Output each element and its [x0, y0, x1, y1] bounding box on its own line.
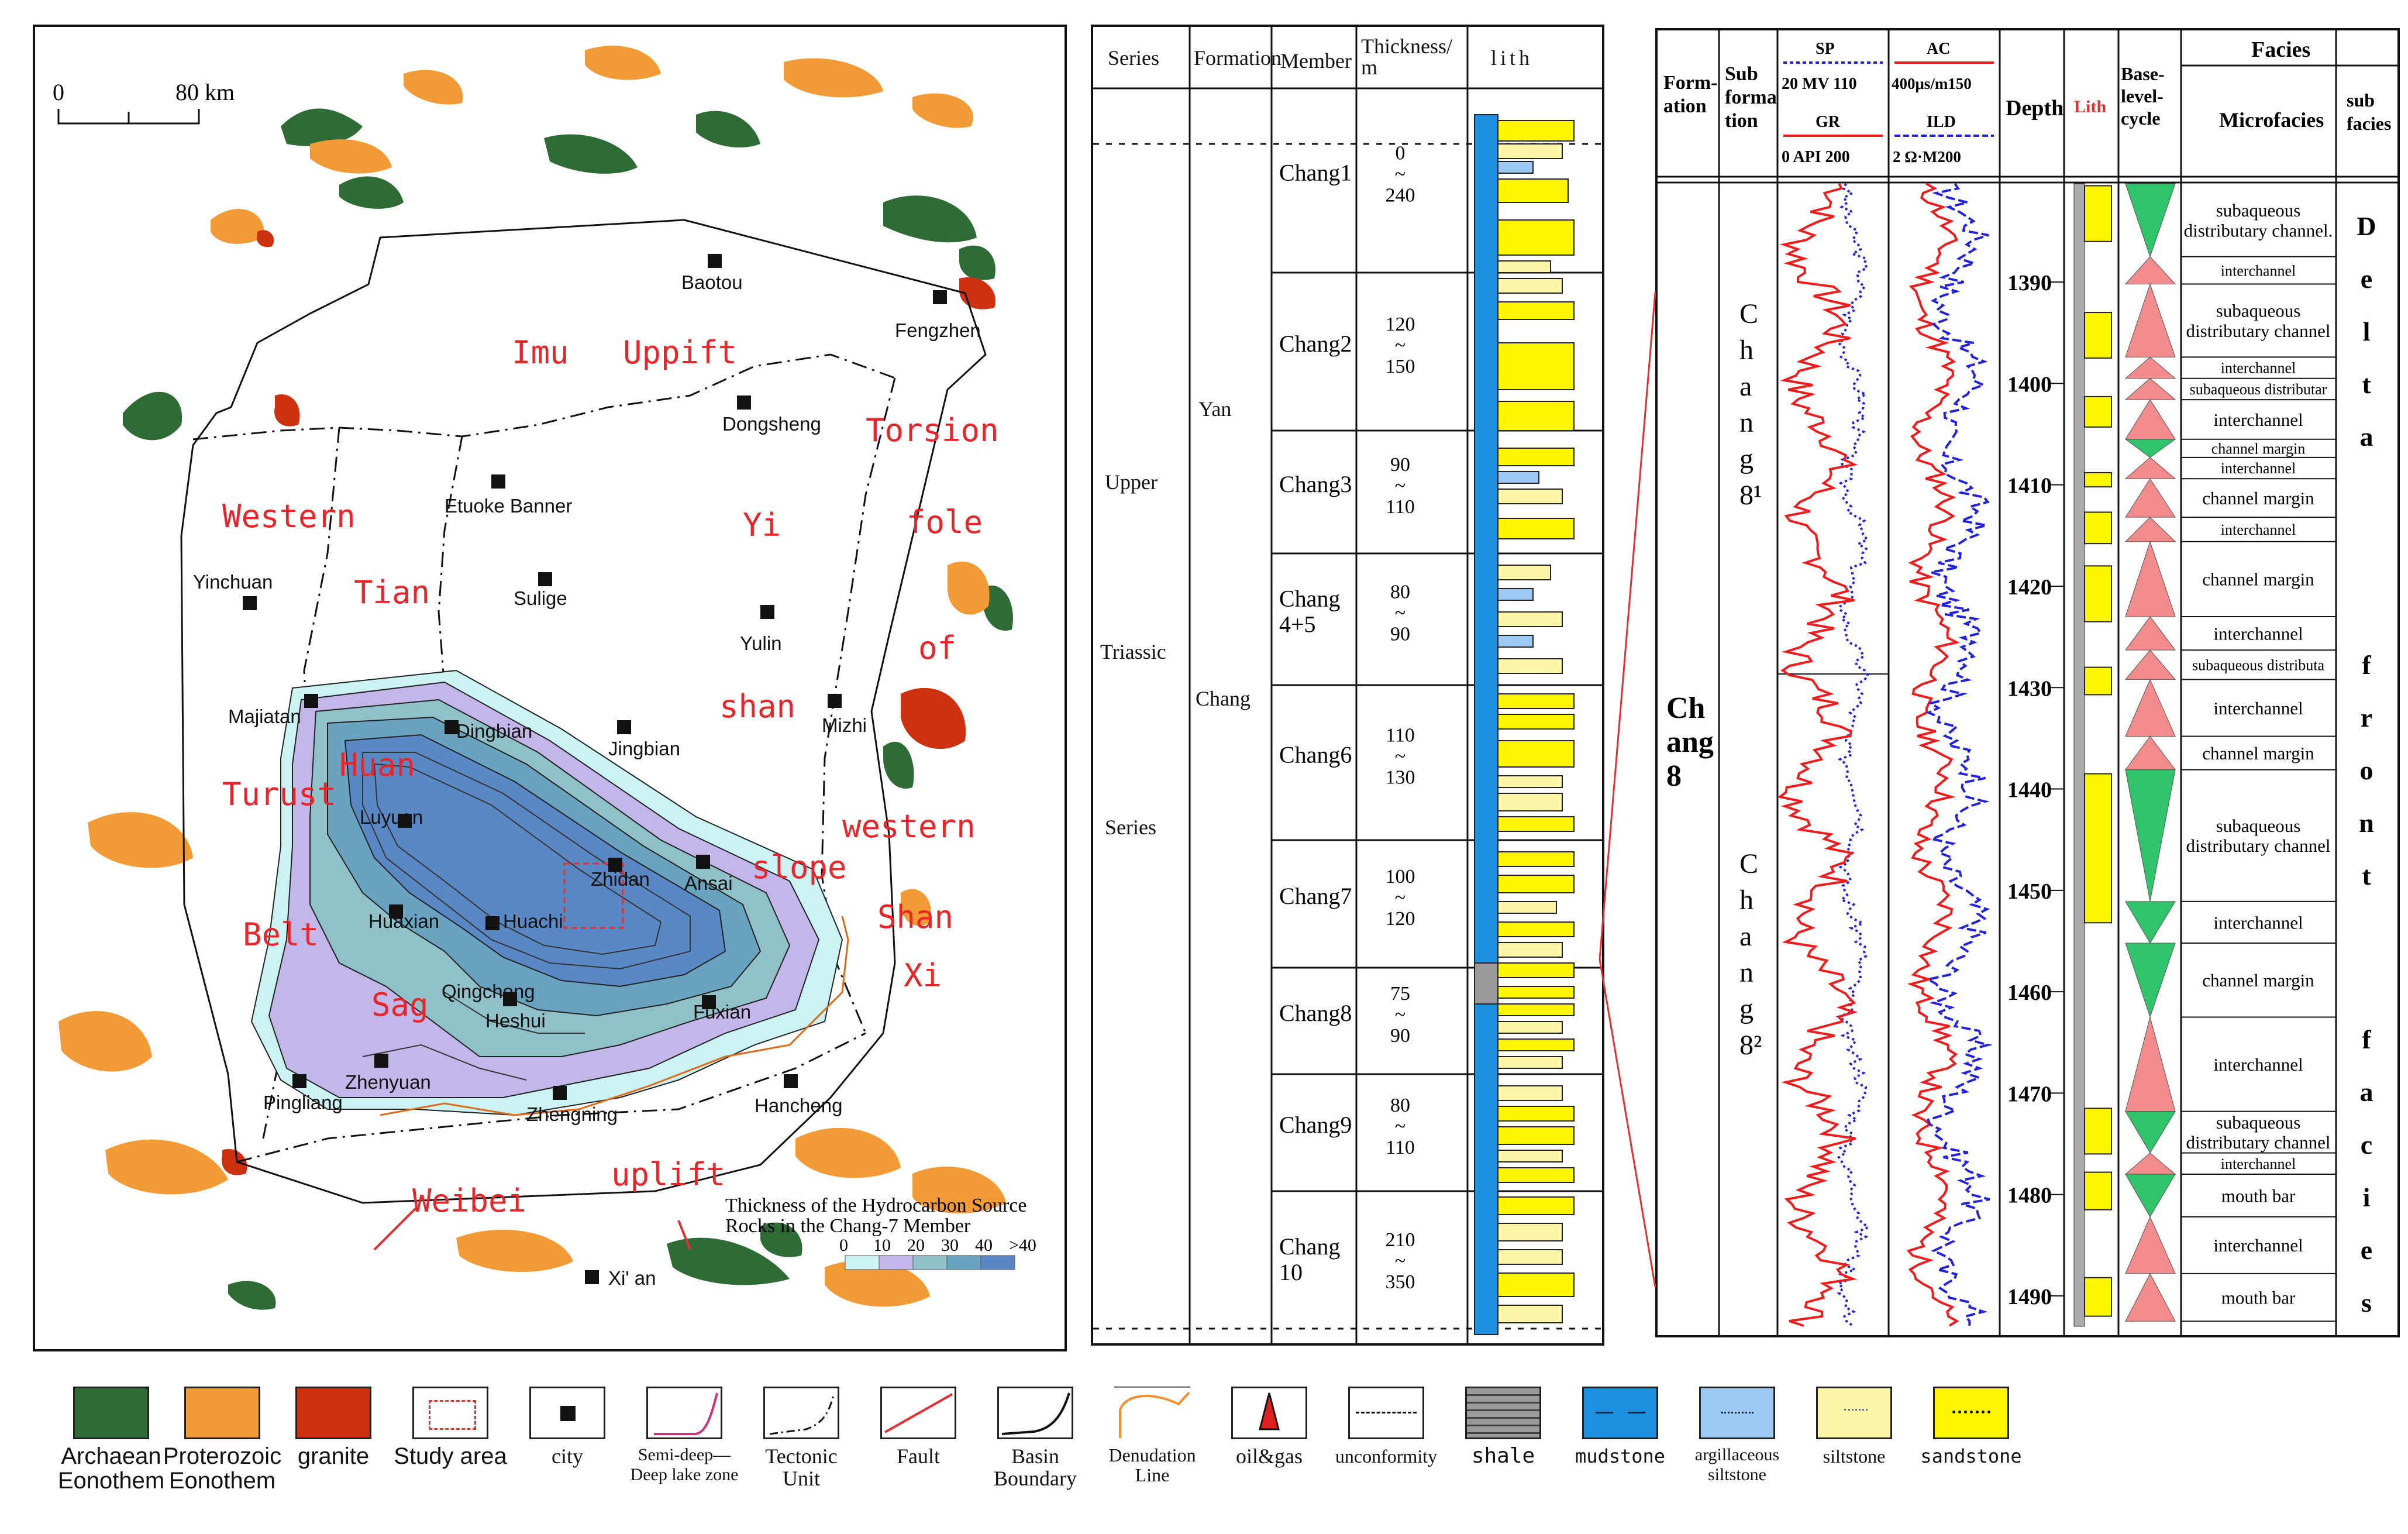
region-label-uplift: uplift [611, 1156, 726, 1193]
legend [47, 1387, 2328, 1527]
city-label-yulin: Yulin [740, 632, 782, 654]
member-name: Chang8 [1279, 1000, 1352, 1026]
legend-lake-zone [620, 1387, 749, 1485]
subfacies-letter: o [2359, 755, 2373, 785]
strat-header-thickness: Thickness/ m [1361, 35, 1452, 79]
series-word-series: Series [1105, 816, 1156, 839]
region-label-turust: Turust [222, 776, 337, 813]
member-name: Chang 10 [1279, 1233, 1341, 1285]
legend-denudation [1088, 1387, 1217, 1485]
legend-label-granite: granite [297, 1443, 370, 1469]
member-thickness: 210 ~ 350 [1385, 1229, 1415, 1293]
scale-zero-label: 0 [53, 79, 64, 105]
depth-tick-label: 1480 [2007, 1183, 2052, 1208]
subfacies-letter: r [2360, 703, 2373, 732]
city-swatch [529, 1387, 605, 1439]
legend-shale [1439, 1387, 1568, 1467]
legend-label-study-area: Study area [394, 1443, 507, 1469]
legend-study-area [386, 1387, 515, 1468]
series-word-upper: Upper [1105, 470, 1158, 494]
log-header-microfacies: Microfacies [2219, 108, 2324, 132]
depth-tick-label: 1420 [2007, 575, 2052, 600]
subfacies-letter: c [2360, 1130, 2373, 1160]
log-subformation-upper: C h a n g 8¹ [1739, 298, 1762, 511]
member-thickness: 120 ~ 150 [1385, 314, 1415, 377]
microfacies-label: interchannel [2220, 262, 2296, 280]
subfacies-letter: e [2360, 1235, 2373, 1265]
log-header-facies: Facies [2251, 37, 2311, 62]
microfacies-label: interchannel [2213, 1235, 2303, 1256]
log-header-formation: Form-ation [1663, 72, 1718, 117]
depth-tick-label: 1460 [2007, 981, 2052, 1006]
depth-tick-label: 1410 [2007, 473, 2052, 498]
microfacies-label: interchannel [2220, 359, 2296, 377]
legend-city [503, 1387, 632, 1467]
microfacies-label: interchannel [2213, 623, 2303, 644]
legend-unconformity [1322, 1387, 1451, 1467]
microfacies-label: channel margin [2202, 742, 2314, 763]
denudation-line-icon [1114, 1387, 1190, 1439]
legend-basin-boundary [971, 1387, 1100, 1490]
microfacies-label: subaqueous distributary channel [2186, 300, 2331, 341]
microfacies-label: channel margin [2202, 970, 2314, 991]
study-area-swatch [412, 1387, 488, 1439]
mudstone-swatch [1582, 1387, 1658, 1439]
depth-tick-label: 1400 [2007, 372, 2052, 397]
basin-boundary-icon [999, 1388, 1072, 1437]
legend-label-siltstone: siltstone [1823, 1446, 1886, 1467]
region-label-shan-cap: Shan [877, 899, 954, 935]
legend-label-fault: Fault [896, 1444, 940, 1468]
thickness-legend-title-1: Thickness of the Hydrocarbon Source [725, 1195, 1027, 1216]
microfacies-label: interchannel [2220, 1155, 2296, 1172]
archaean-swatch [73, 1387, 149, 1439]
legend-label-denudation: Denudation Line [1108, 1444, 1196, 1485]
log-header-sp-scale: 20 MV 110 [1782, 75, 1857, 93]
city-label-etuoke: Etuoke Banner [445, 495, 573, 517]
member-thickness: 80 ~ 90 [1390, 581, 1410, 645]
member-name: Chang9 [1279, 1112, 1352, 1138]
log-header-ild: ILD [1927, 113, 1956, 131]
log-header-subfacies: sub facies [2347, 90, 2392, 134]
region-label-belt: Belt [243, 916, 319, 953]
microfacies-label: subaqueous distributary channel [2186, 1112, 2331, 1153]
legend-label-unconformity: unconformity [1335, 1446, 1438, 1467]
region-label-uppift: Uppift [623, 334, 738, 371]
member-name: Chang3 [1279, 471, 1352, 497]
microfacies-label: channel margin [2211, 440, 2306, 458]
legend-label-basin-boundary: Basin Boundary [994, 1444, 1077, 1490]
region-label-torsion: Torsion [866, 412, 999, 449]
legend-label-shale: shale [1471, 1444, 1535, 1468]
member-name: Chang2 [1279, 331, 1352, 357]
legend-label-city: city [552, 1444, 583, 1468]
lake-zone-icon [648, 1388, 721, 1437]
region-label-weibei: Weibei [412, 1182, 527, 1219]
city-label-pingliang: Pingliang [263, 1092, 343, 1113]
shale-swatch [1465, 1387, 1541, 1439]
city-label-fengzhen: Fengzhen [895, 319, 981, 341]
region-label-xi: Xi [904, 957, 942, 994]
subfacies-letter: n [2359, 808, 2374, 838]
strat-header-formation: Formation [1194, 46, 1281, 70]
log-header-sp: SP [1816, 40, 1835, 58]
subfacies-letter: a [2359, 1077, 2373, 1107]
microfacies-label: interchannel [2213, 912, 2303, 933]
microfacies-label: channel margin [2202, 488, 2314, 509]
microfacies-label: subaqueous distributary channel [2186, 816, 2331, 857]
region-label-fole: fole [907, 504, 983, 541]
microfacies-label: interchannel [2213, 697, 2303, 718]
city-label-majiatan: Majiatan [228, 706, 301, 727]
region-label-yi: Yi [743, 507, 781, 544]
log-header-gr: GR [1816, 113, 1840, 131]
granite-swatch [295, 1387, 371, 1439]
city-label-yinchuan: Yinchuan [193, 571, 273, 593]
thickness-tick-label: 10 [873, 1236, 891, 1255]
city-label-qingcheng: Qingcheng [442, 981, 535, 1002]
thickness-tick-label: 0 [839, 1236, 848, 1255]
fault-swatch [880, 1387, 956, 1439]
region-label-slope: slope [752, 849, 847, 886]
proterozoic-swatch [184, 1387, 260, 1439]
legend-mudstone [1556, 1387, 1684, 1467]
legend-label-proterozoic: Proterozoic Eonothem [163, 1443, 282, 1494]
region-label-sag: Sag [371, 986, 429, 1023]
region-label-huan: Huan [339, 747, 416, 783]
region-label-of: of [918, 630, 957, 666]
subfacies-letter: e [2360, 264, 2373, 294]
legend-label-tectonic: Tectonic Unit [765, 1444, 838, 1490]
region-label-imu: Imu [512, 334, 569, 371]
subfacies-letter: a [2359, 422, 2373, 452]
subfacies-letter: i [2362, 1182, 2371, 1212]
microfacies-label: subaqueous distributa [2192, 656, 2325, 674]
siltstone-swatch [1816, 1387, 1892, 1439]
legend-sandstone [1907, 1387, 2035, 1467]
legend-label-sandstone: sandstone [1920, 1445, 2022, 1467]
city-label-mizhi: Mizhi [822, 714, 867, 736]
formation-word-yan: Yan [1198, 397, 1232, 421]
city-label-luyuan: Luyuan [360, 806, 423, 828]
log-header-ac: AC [1927, 40, 1951, 58]
subfacies-letter: t [2362, 369, 2371, 399]
log-subformation-lower: C h a n g 8² [1739, 848, 1762, 1061]
depth-tick-label: 1390 [2007, 271, 2052, 296]
basin-boundary-swatch [997, 1387, 1073, 1439]
log-header-ild-scale: 2 Ω·M200 [1893, 148, 1961, 166]
microfacies-label: channel margin [2202, 569, 2314, 590]
city-label-hancheng: Hancheng [755, 1095, 843, 1116]
thickness-tick-label: 20 [907, 1236, 925, 1255]
log-header-base-level-cycle: Base-level-cycle [2121, 63, 2165, 129]
unconformity-swatch [1348, 1387, 1424, 1439]
depth-tick-label: 1450 [2007, 879, 2052, 904]
city-label-dongsheng: Dongsheng [722, 413, 821, 435]
strat-header-lith: lith [1491, 46, 1534, 70]
thickness-tick-label: >40 [1009, 1236, 1036, 1255]
oil-gas-icon [1233, 1388, 1305, 1437]
legend-proterozoic [158, 1387, 287, 1493]
log-formation-name: Ch ang 8 [1666, 692, 1714, 793]
denudation-swatch [1114, 1387, 1190, 1439]
microfacies-label: mouth bar [2221, 1287, 2296, 1308]
subfacies-letter: l [2362, 317, 2371, 346]
city-label-zhenyuan: Zhenyuan [345, 1071, 431, 1093]
legend-oil-gas [1205, 1387, 1334, 1467]
city-label-fuxian: Fuxian [693, 1001, 752, 1023]
microfacies-label: interchannel [2213, 409, 2303, 430]
member-thickness: 80 ~ 110 [1386, 1095, 1415, 1158]
argillaceous-swatch [1699, 1387, 1775, 1439]
member-name: Chang6 [1279, 741, 1352, 768]
legend-label-argillaceous: argillaceous siltstone [1694, 1445, 1780, 1484]
member-thickness: 100 ~ 120 [1385, 866, 1415, 930]
member-name: Chang 4+5 [1279, 585, 1341, 638]
subfacies-letter: D [2357, 211, 2376, 241]
microfacies-label: interchannel [2213, 1054, 2303, 1075]
depth-tick-label: 1490 [2007, 1285, 2052, 1310]
depth-tick-label: 1430 [2007, 676, 2052, 701]
thickness-tick-label: 30 [941, 1236, 959, 1255]
city-label-huachi: Huachi [503, 910, 563, 932]
city-label-sulige: Sulige [514, 587, 567, 609]
thickness-tick-label: 40 [975, 1236, 993, 1255]
oil-gas-swatch [1231, 1387, 1307, 1439]
scale-distance-label: 80 km [175, 79, 235, 105]
legend-label-lake-zone: Semi-deep— Deep lake zone [630, 1445, 739, 1484]
microfacies-label: subaqueous distributary channel. [2183, 200, 2333, 241]
member-thickness: 110 ~ 130 [1385, 724, 1415, 789]
legend-label-archaean: Archaean Eonothem [57, 1443, 165, 1494]
legend-label-oil-gas: oil&gas [1236, 1444, 1303, 1468]
city-label-zhidan: Zhidan [591, 868, 650, 890]
lake-zone-swatch [646, 1387, 722, 1439]
subfacies-letter: f [2362, 1024, 2371, 1054]
tectonic-line-icon [765, 1388, 838, 1437]
region-label-shan: shan [719, 688, 796, 725]
legend-archaean [47, 1387, 175, 1493]
log-header-ac-scale: 400μs/m150 [1892, 75, 1972, 92]
member-thickness: 90 ~ 110 [1386, 454, 1415, 518]
member-thickness: 75 ~ 90 [1390, 983, 1410, 1047]
microfacies-label: subaqueous distributar [2189, 381, 2327, 398]
strat-header-series: Series [1108, 46, 1159, 70]
legend-tectonic [737, 1387, 866, 1490]
city-label-baotou: Baotou [681, 271, 743, 293]
member-name: Chang7 [1279, 883, 1352, 909]
city-label-ansai: Ansai [684, 872, 733, 894]
member-name: Chang1 [1279, 159, 1352, 186]
region-label-western-lower: western [842, 808, 976, 845]
tectonic-swatch [763, 1387, 839, 1439]
log-header-subformation: Sub forma tion [1725, 63, 1777, 132]
city-label-huaxian: Huaxian [368, 910, 440, 932]
legend-siltstone [1790, 1387, 1918, 1467]
city-label-dingbian: Dingbian [456, 720, 533, 742]
subfacies-letter: f [2362, 650, 2371, 680]
member-thickness: 0 ~ 240 [1385, 142, 1415, 207]
log-header-lith: Lith [2074, 97, 2107, 116]
subfacies-letter: t [2362, 861, 2371, 890]
legend-fault [854, 1387, 983, 1467]
strat-header-member: Member [1280, 49, 1352, 73]
depth-tick-label: 1440 [2007, 778, 2052, 803]
legend-label-mudstone: mudstone [1575, 1445, 1666, 1467]
city-label-zhengning: Zhengning [526, 1103, 618, 1125]
subfacies-letter: s [2361, 1288, 2372, 1318]
depth-tick-label: 1470 [2007, 1082, 2052, 1107]
legend-argillaceous [1673, 1387, 1801, 1485]
legend-granite [269, 1387, 398, 1468]
log-header-depth: Depth [2006, 96, 2064, 121]
log-header-gr-scale: 0 API 200 [1782, 148, 1850, 166]
city-label-jingbian: Jingbian [608, 738, 680, 759]
microfacies-label: interchannel [2220, 460, 2296, 477]
city-label-heshui: Heshui [485, 1010, 546, 1031]
formation-word-chang: Chang [1196, 687, 1250, 710]
series-word-triassic: Triassic [1100, 640, 1166, 663]
microfacies-label: mouth bar [2221, 1185, 2296, 1206]
region-label-tian: Tian [354, 574, 430, 611]
sandstone-swatch [1933, 1387, 2009, 1439]
fault-line-icon [882, 1388, 955, 1437]
city-label-xian: Xi' an [608, 1267, 656, 1289]
thickness-legend-title-2: Rocks in the Chang-7 Member [725, 1215, 971, 1237]
region-label-western: Western [222, 498, 356, 535]
microfacies-label: interchannel [2220, 521, 2296, 539]
